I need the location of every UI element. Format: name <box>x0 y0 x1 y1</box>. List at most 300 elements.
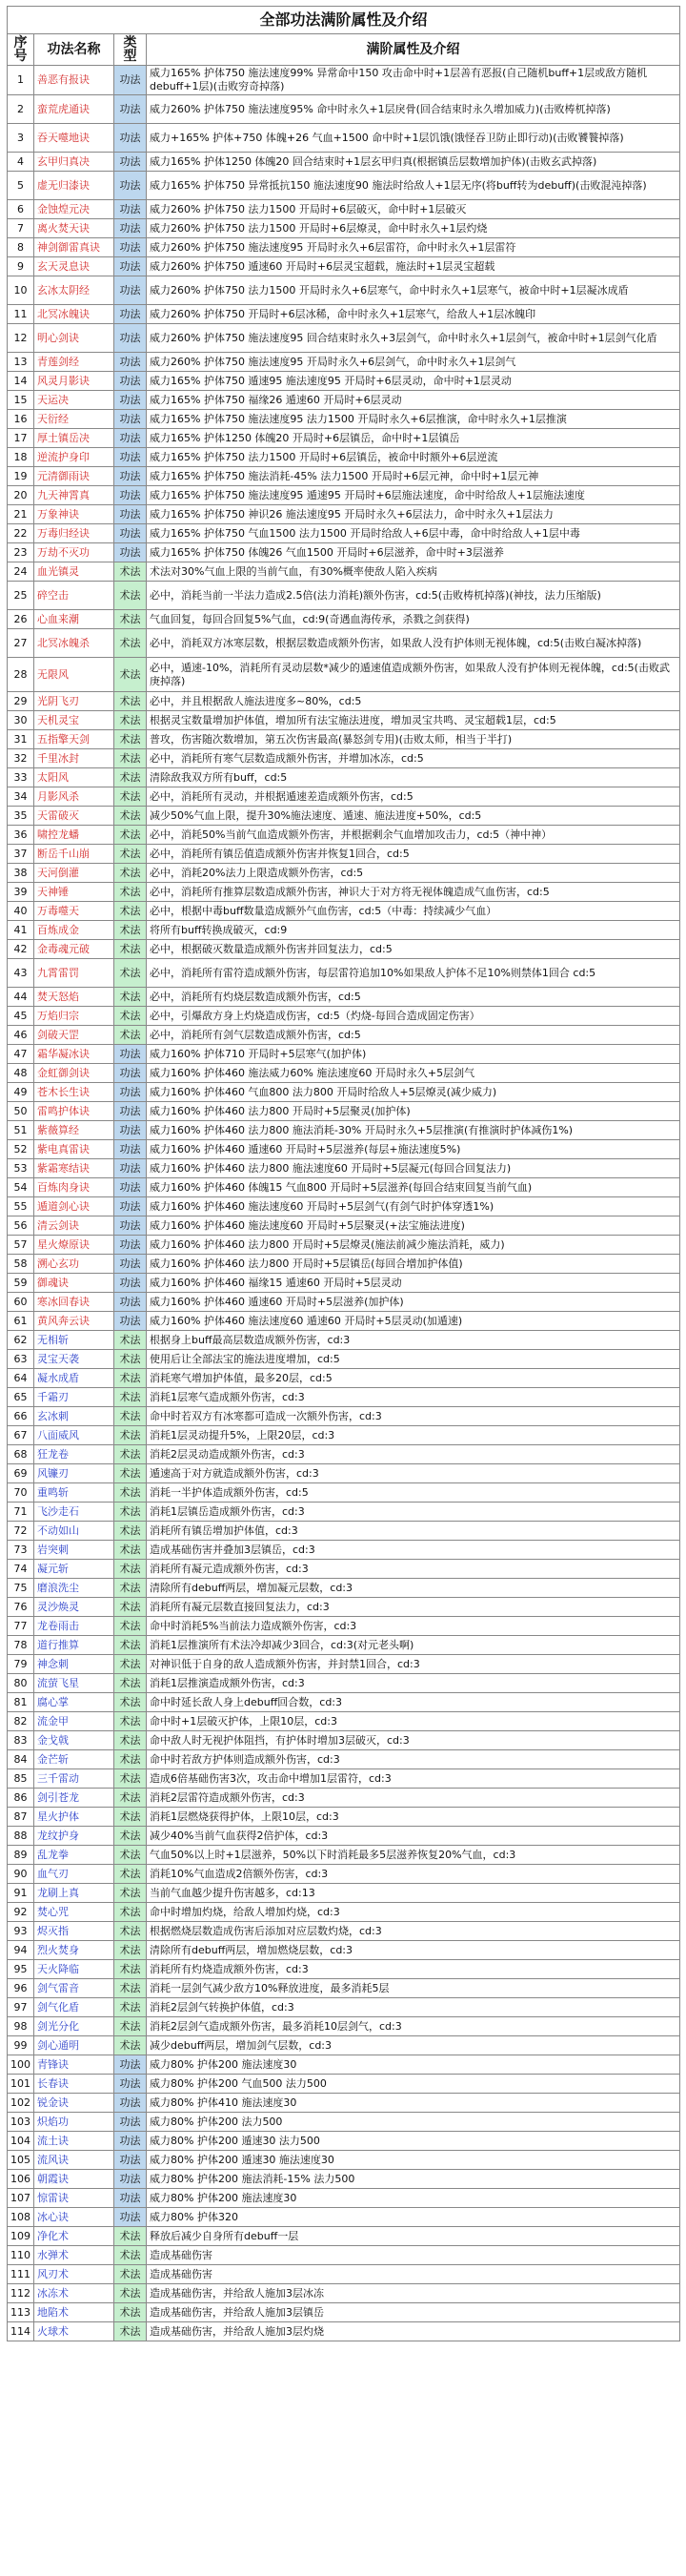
skill-name: 狂龙卷 <box>34 1445 114 1464</box>
skill-type: 术法 <box>114 1712 147 1731</box>
skill-description: 威力165% 护体750 神识26 施法速度95 开局时永久+6层法力，命中时永久+1层法力 <box>147 505 680 524</box>
skill-type: 功法 <box>114 1121 147 1140</box>
skill-name: 飞沙走石 <box>34 1503 114 1522</box>
table-row <box>8 826 680 845</box>
skill-description: 根据燃烧层数造成伤害后添加对应层数灼烧，cd:3 <box>147 1922 680 1941</box>
skill-type: 功法 <box>114 2189 147 2208</box>
skill-description: 必中，消耗50%当前气血造成额外伤害，并根据剩余气血增加攻击力，cd:5（神中神） <box>147 826 680 845</box>
skill-name: 剑破天罡 <box>34 1026 114 1045</box>
skill-description: 威力160% 护体460 法力800 施法消耗-30% 开局时永久+5层推演(有推演时护体减伤1%) <box>147 1121 680 1140</box>
row-number: 47 <box>8 1045 34 1064</box>
skill-description: 威力165% 护体750 气血1500 法力1500 开局时给敌人+6层中毒，命中时给敌人+1层中毒 <box>147 524 680 543</box>
skill-name: 九天神霄真 <box>34 486 114 505</box>
table-row <box>8 883 680 902</box>
skill-name: 逆流护身印 <box>34 448 114 467</box>
table-row <box>8 448 680 467</box>
skill-name: 凝水成盾 <box>34 1369 114 1388</box>
row-number: 109 <box>8 2227 34 2246</box>
table-row <box>8 2075 680 2094</box>
skill-name: 重鸣斩 <box>34 1483 114 1503</box>
skill-name: 龙纹护身 <box>34 1827 114 1846</box>
table-row <box>8 1522 680 1541</box>
skill-description: 必中，根据破灭数量造成额外伤害并回复法力，cd:5 <box>147 940 680 959</box>
row-number: 6 <box>8 200 34 219</box>
row-number: 45 <box>8 1007 34 1026</box>
skill-description: 消耗10%气血造成2倍额外伤害，cd:3 <box>147 1865 680 1884</box>
table-row <box>8 1750 680 1769</box>
skill-name: 溯心玄功 <box>34 1255 114 1274</box>
skill-name: 天火降临 <box>34 1960 114 1979</box>
table-row <box>8 1312 680 1331</box>
skill-description: 必中，引爆敌方身上灼烧造成伤害，cd:5（灼烧-每回合造成固定伤害） <box>147 1007 680 1026</box>
skill-name: 凝元斩 <box>34 1560 114 1579</box>
row-number: 71 <box>8 1503 34 1522</box>
row-number: 14 <box>8 372 34 391</box>
skill-description: 威力160% 护体460 法力800 开局时+5层聚灵(加护体) <box>147 1102 680 1121</box>
skill-description: 将所有buff转换成破灭，cd:9 <box>147 921 680 940</box>
skill-type: 术法 <box>114 902 147 921</box>
skill-type: 术法 <box>114 749 147 768</box>
skill-description: 威力160% 护体460 法力800 施法速度60 开局时+5层凝元(每回合回复法力) <box>147 1159 680 1178</box>
skill-name: 雷鸣护体诀 <box>34 1102 114 1121</box>
table-row <box>8 692 680 711</box>
table-row <box>8 1083 680 1102</box>
table-row <box>8 2246 680 2265</box>
skill-type: 功法 <box>114 2151 147 2170</box>
skill-description: 威力160% 护体460 法力800 开局时+5层镇岳(每回合增加护体值) <box>147 1255 680 1274</box>
row-number: 96 <box>8 1979 34 1998</box>
row-number: 103 <box>8 2113 34 2132</box>
skill-type: 功法 <box>114 1293 147 1312</box>
skill-name: 千霜刃 <box>34 1388 114 1407</box>
row-number: 15 <box>8 391 34 410</box>
skill-type: 术法 <box>114 1731 147 1750</box>
skill-name: 万象神诀 <box>34 505 114 524</box>
row-number: 27 <box>8 629 34 658</box>
table-row <box>8 1407 680 1426</box>
skill-name: 神剑御雷真诀 <box>34 238 114 257</box>
skill-description: 造成6倍基础伤害3次，攻击命中增加1层雷符，cd:3 <box>147 1769 680 1789</box>
skill-description: 必中，消耗所有推算层数造成额外伤害，神识大于对方将无视体魄造成气血伤害，cd:5 <box>147 883 680 902</box>
table-container <box>7 6 679 2341</box>
table-row <box>8 1731 680 1750</box>
skill-description: 命中时消耗5%当前法力造成额外伤害，cd:3 <box>147 1617 680 1636</box>
row-number: 80 <box>8 1674 34 1693</box>
table-row <box>8 200 680 219</box>
skill-description: 清除所有debuff两层，增加凝元层数，cd:3 <box>147 1579 680 1598</box>
skill-name: 元清御雨诀 <box>34 467 114 486</box>
skill-name: 月影风杀 <box>34 787 114 807</box>
skill-type: 术法 <box>114 1884 147 1903</box>
skill-description: 命中时若敌方护体则造成额外伤害，cd:3 <box>147 1750 680 1769</box>
skill-name: 金蚀煌元决 <box>34 200 114 219</box>
skill-description: 威力+165% 护体+750 体魄+26 气血+1500 命中时+1层饥饿(饿怪吞卫防止即行动)(击败饕餮掉落) <box>147 124 680 153</box>
table-row <box>8 1808 680 1827</box>
skill-type: 功法 <box>114 1255 147 1274</box>
row-number: 85 <box>8 1769 34 1789</box>
skills-table <box>7 6 680 2341</box>
row-number: 37 <box>8 845 34 864</box>
skill-description: 威力165% 护体750 福缘26 遁速60 开局时+6层灵动 <box>147 391 680 410</box>
skill-type: 术法 <box>114 2265 147 2284</box>
skill-description: 威力260% 护体750 法力1500 开局时+6层破灭，命中时+1层破灭 <box>147 200 680 219</box>
skill-description: 气血回复，每回合回复5%气血，cd:9(奇遇血海传承，杀戮之剑获得) <box>147 610 680 629</box>
skill-type: 功法 <box>114 324 147 353</box>
skill-type: 术法 <box>114 1503 147 1522</box>
skill-description: 清除所有debuff两层，增加燃烧层数，cd:3 <box>147 1941 680 1960</box>
skill-type: 术法 <box>114 1350 147 1369</box>
skill-type: 术法 <box>114 1407 147 1426</box>
skill-name: 血光镇灵 <box>34 562 114 582</box>
skill-description: 气血50%以上时+1层滋养，50%以下时消耗最多5层滋养恢复20%气血，cd:3 <box>147 1846 680 1865</box>
skill-type: 功法 <box>114 2055 147 2075</box>
skill-description: 造成基础伤害 <box>147 2265 680 2284</box>
skill-type: 功法 <box>114 66 147 95</box>
skill-type: 术法 <box>114 562 147 582</box>
row-number: 69 <box>8 1464 34 1483</box>
table-row <box>8 1674 680 1693</box>
skill-description: 使用后让全部法宝的施法进度增加，cd:5 <box>147 1350 680 1369</box>
skill-type: 功法 <box>114 410 147 429</box>
table-row <box>8 66 680 95</box>
row-number: 7 <box>8 219 34 238</box>
skill-name: 灵宝天袭 <box>34 1350 114 1369</box>
row-number: 94 <box>8 1941 34 1960</box>
table-row <box>8 1503 680 1522</box>
skill-description: 威力160% 护体460 遁速60 开局时+5层滋养(加护体) <box>147 1293 680 1312</box>
table-row <box>8 467 680 486</box>
row-number: 16 <box>8 410 34 429</box>
row-number: 78 <box>8 1636 34 1655</box>
skill-type: 功法 <box>114 524 147 543</box>
table-row <box>8 2113 680 2132</box>
skill-description: 根据灵宝数量增加护体值，增加所有法宝施法进度，增加灵宝共鸣、灵宝超载1层，cd:5 <box>147 711 680 730</box>
skill-name: 风镰刃 <box>34 1464 114 1483</box>
row-number: 60 <box>8 1293 34 1312</box>
table-row <box>8 276 680 305</box>
skill-type: 术法 <box>114 1388 147 1407</box>
row-number: 112 <box>8 2284 34 2303</box>
skill-type: 术法 <box>114 1522 147 1541</box>
skill-type: 功法 <box>114 172 147 200</box>
table-row <box>8 658 680 692</box>
row-number: 32 <box>8 749 34 768</box>
table-row <box>8 1827 680 1846</box>
skill-name: 锐金诀 <box>34 2094 114 2113</box>
table-row <box>8 1045 680 1064</box>
skill-name: 星火燎原诀 <box>34 1236 114 1255</box>
row-number: 83 <box>8 1731 34 1750</box>
row-number: 93 <box>8 1922 34 1941</box>
skill-type: 功法 <box>114 353 147 372</box>
skill-type: 术法 <box>114 845 147 864</box>
skill-name: 虚无归漆诀 <box>34 172 114 200</box>
table-row <box>8 543 680 562</box>
skill-type: 功法 <box>114 1045 147 1064</box>
table-row <box>8 1102 680 1121</box>
skill-description: 威力160% 护体460 施法速度60 遁速60 开局时+5层灵动(加遁速) <box>147 1312 680 1331</box>
table-row <box>8 524 680 543</box>
row-number: 84 <box>8 1750 34 1769</box>
skill-type: 术法 <box>114 1483 147 1503</box>
table-row <box>8 2170 680 2189</box>
table-row <box>8 1560 680 1579</box>
skill-type: 功法 <box>114 1064 147 1083</box>
row-number: 20 <box>8 486 34 505</box>
skill-name: 长春诀 <box>34 2075 114 2094</box>
row-number: 18 <box>8 448 34 467</box>
table-row <box>8 1388 680 1407</box>
skill-description: 威力80% 护体320 <box>147 2208 680 2227</box>
table-row <box>8 1236 680 1255</box>
skill-type: 术法 <box>114 883 147 902</box>
table-row <box>8 305 680 324</box>
table-row <box>8 429 680 448</box>
skill-description: 造成基础伤害，并给敌人施加3层灼烧 <box>147 2322 680 2341</box>
table-row <box>8 1426 680 1445</box>
skill-type: 术法 <box>114 730 147 749</box>
skill-description: 减少40%当前气血获得2倍护体，cd:3 <box>147 1827 680 1846</box>
table-row <box>8 1979 680 1998</box>
skill-description: 命中时若双方有冰寒都可造成一次额外伤害，cd:3 <box>147 1407 680 1426</box>
skill-description: 威力165% 护体750 异常抵抗150 施法速度90 施法时给敌人+1层无序(将buff转为debuff)(击败混沌掉落) <box>147 172 680 200</box>
table-row <box>8 324 680 353</box>
skill-name: 风刃术 <box>34 2265 114 2284</box>
skill-name: 无相斩 <box>34 1331 114 1350</box>
skill-type: 功法 <box>114 391 147 410</box>
table-row <box>8 1998 680 2017</box>
row-number: 3 <box>8 124 34 153</box>
row-number: 113 <box>8 2303 34 2322</box>
row-number: 63 <box>8 1350 34 1369</box>
table-row <box>8 1903 680 1922</box>
skill-type: 功法 <box>114 543 147 562</box>
skill-type: 术法 <box>114 711 147 730</box>
skill-type: 功法 <box>114 372 147 391</box>
skill-name: 光阴飞刃 <box>34 692 114 711</box>
skill-name: 水弹术 <box>34 2246 114 2265</box>
skill-name: 龙刷上真 <box>34 1884 114 1903</box>
table-row <box>8 959 680 988</box>
skill-type: 功法 <box>114 486 147 505</box>
skill-type: 功法 <box>114 429 147 448</box>
skill-type: 功法 <box>114 238 147 257</box>
skill-name: 无限风 <box>34 658 114 692</box>
skill-type: 功法 <box>114 124 147 153</box>
skill-name: 御魂诀 <box>34 1274 114 1293</box>
skill-description: 消耗2层剑气转换护体值，cd:3 <box>147 1998 680 2017</box>
skill-description: 清除敌我双方所有buff，cd:5 <box>147 768 680 787</box>
row-number: 91 <box>8 1884 34 1903</box>
row-number: 73 <box>8 1541 34 1560</box>
skill-type: 术法 <box>114 864 147 883</box>
skill-description: 必中，消耗20%法力上限造成额外伤害，cd:5 <box>147 864 680 883</box>
skill-type: 术法 <box>114 959 147 988</box>
skill-type: 术法 <box>114 1445 147 1464</box>
row-number: 28 <box>8 658 34 692</box>
skill-name: 剑引苍龙 <box>34 1789 114 1808</box>
skill-type: 术法 <box>114 1827 147 1846</box>
skill-description: 威力260% 护体750 开局时+6层冰稀，命中时永久+1层寒气，给敌人+1层冰魄印 <box>147 305 680 324</box>
skill-description: 威力160% 护体460 施法速度60 开局时+5层聚灵(+法宝施法进度) <box>147 1216 680 1236</box>
skill-type: 术法 <box>114 2036 147 2055</box>
skill-description: 威力160% 护体460 施法威力60% 施法速度60 开局时永久+5层剑气 <box>147 1064 680 1083</box>
table-row <box>8 1121 680 1140</box>
skill-description: 造成基础伤害并叠加3层镇岳，cd:3 <box>147 1541 680 1560</box>
skill-type: 功法 <box>114 219 147 238</box>
row-number: 81 <box>8 1693 34 1712</box>
skill-name: 地陷术 <box>34 2303 114 2322</box>
skill-type: 功法 <box>114 305 147 324</box>
table-row <box>8 749 680 768</box>
skill-name: 乱龙拳 <box>34 1846 114 1865</box>
skill-name: 碎空击 <box>34 582 114 610</box>
skill-description: 威力260% 护体750 法力1500 开局时永久+6层寒气，命中时永久+1层寒气，被命中时+1层凝冰成盾 <box>147 276 680 305</box>
row-number: 111 <box>8 2265 34 2284</box>
table-row <box>8 1159 680 1178</box>
skill-type: 术法 <box>114 1464 147 1483</box>
skill-name: 紫薇算经 <box>34 1121 114 1140</box>
row-number: 17 <box>8 429 34 448</box>
skill-type: 功法 <box>114 2113 147 2132</box>
skill-description: 必中，消耗所有雷符造成额外伤害，每层雷符追加10%如果敌人护体不足10%则禁体1回合 cd:5 <box>147 959 680 988</box>
skill-name: 千里冰封 <box>34 749 114 768</box>
row-number: 35 <box>8 807 34 826</box>
skill-description: 术法对30%气血上限的当前气血，有30%概率使敌人陷入疾病 <box>147 562 680 582</box>
col-header-no: 序号 <box>8 34 34 66</box>
table-row <box>8 1026 680 1045</box>
skill-type: 术法 <box>114 1789 147 1808</box>
skill-type: 术法 <box>114 1426 147 1445</box>
skill-type: 术法 <box>114 1769 147 1789</box>
skill-type: 功法 <box>114 257 147 276</box>
table-row <box>8 902 680 921</box>
skill-description: 消耗1层镇岳造成额外伤害，cd:3 <box>147 1503 680 1522</box>
table-row <box>8 787 680 807</box>
skill-description: 必中，消耗所有剑气层数造成额外伤害，cd:5 <box>147 1026 680 1045</box>
skill-name: 离火焚天诀 <box>34 219 114 238</box>
skill-description: 命中时延长敌人身上debuff回合数，cd:3 <box>147 1693 680 1712</box>
skill-name: 流风诀 <box>34 2151 114 2170</box>
skill-name: 流萤飞星 <box>34 1674 114 1693</box>
skill-type: 功法 <box>114 1178 147 1197</box>
skill-name: 金芒斩 <box>34 1750 114 1769</box>
skill-name: 烬灭指 <box>34 1922 114 1941</box>
skill-name: 厚土镇岳决 <box>34 429 114 448</box>
row-number: 64 <box>8 1369 34 1388</box>
table-row <box>8 353 680 372</box>
row-number: 22 <box>8 524 34 543</box>
skill-type: 术法 <box>114 610 147 629</box>
table-row <box>8 486 680 505</box>
skill-type: 术法 <box>114 1026 147 1045</box>
row-number: 95 <box>8 1960 34 1979</box>
skill-type: 术法 <box>114 1960 147 1979</box>
row-number: 38 <box>8 864 34 883</box>
skill-name: 黄风奔云诀 <box>34 1312 114 1331</box>
table-row <box>8 2189 680 2208</box>
table-row <box>8 2036 680 2055</box>
table-row <box>8 1579 680 1598</box>
row-number: 57 <box>8 1236 34 1255</box>
skill-name: 心血来潮 <box>34 610 114 629</box>
skill-name: 善恶有报诀 <box>34 66 114 95</box>
table-row <box>8 1293 680 1312</box>
table-row <box>8 505 680 524</box>
skill-description: 威力80% 护体410 施法速度30 <box>147 2094 680 2113</box>
row-number: 102 <box>8 2094 34 2113</box>
skill-name: 道行推算 <box>34 1636 114 1655</box>
skill-type: 术法 <box>114 582 147 610</box>
table-row <box>8 1483 680 1503</box>
skill-name: 腐心掌 <box>34 1693 114 1712</box>
skill-name: 五指擎天剑 <box>34 730 114 749</box>
table-header-row <box>8 34 680 66</box>
row-number: 12 <box>8 324 34 353</box>
row-number: 114 <box>8 2322 34 2341</box>
table-row <box>8 2017 680 2036</box>
skill-name: 明心剑诀 <box>34 324 114 353</box>
skill-description: 当前气血越少提升伤害越多，cd:13 <box>147 1884 680 1903</box>
row-number: 26 <box>8 610 34 629</box>
skill-type: 术法 <box>114 1998 147 2017</box>
row-number: 19 <box>8 467 34 486</box>
skill-name: 流金甲 <box>34 1712 114 1731</box>
skill-type: 术法 <box>114 2303 147 2322</box>
row-number: 101 <box>8 2075 34 2094</box>
table-row <box>8 1140 680 1159</box>
table-row <box>8 1331 680 1350</box>
row-number: 9 <box>8 257 34 276</box>
skill-type: 功法 <box>114 1216 147 1236</box>
skill-name: 青莲剑经 <box>34 353 114 372</box>
skill-type: 术法 <box>114 1636 147 1655</box>
skill-description: 威力80% 护体200 施法速度30 <box>147 2055 680 2075</box>
table-row <box>8 921 680 940</box>
col-header-name: 功法名称 <box>34 34 114 66</box>
skill-description: 消耗1层寒气造成额外伤害，cd:3 <box>147 1388 680 1407</box>
table-row <box>8 1007 680 1026</box>
skill-name: 灵沙焕灵 <box>34 1598 114 1617</box>
skill-name: 玄冰太阴经 <box>34 276 114 305</box>
skill-description: 减少debuff两层，增加剑气层数，cd:3 <box>147 2036 680 2055</box>
skill-description: 消耗寒气增加护体值，最多20层，cd:5 <box>147 1369 680 1388</box>
skill-description: 威力160% 护体710 开局时+5层寒气(加护体) <box>147 1045 680 1064</box>
table-row <box>8 172 680 200</box>
table-row <box>8 1655 680 1674</box>
skill-description: 威力160% 护体460 体魄15 气血800 开局时+5层滋养(每回合结束回复当前气血) <box>147 1178 680 1197</box>
skill-name: 剑气雷音 <box>34 1979 114 1998</box>
skill-type: 功法 <box>114 1312 147 1331</box>
skill-name: 神念刺 <box>34 1655 114 1674</box>
table-row <box>8 1197 680 1216</box>
skill-type: 功法 <box>114 276 147 305</box>
row-number: 48 <box>8 1064 34 1083</box>
row-number: 104 <box>8 2132 34 2151</box>
skill-name: 三千雷动 <box>34 1769 114 1789</box>
skill-description: 根据身上buff最高层数造成额外伤害，cd:3 <box>147 1331 680 1350</box>
row-number: 53 <box>8 1159 34 1178</box>
skill-type: 术法 <box>114 768 147 787</box>
table-row <box>8 1617 680 1636</box>
skill-name: 遁道剑心诀 <box>34 1197 114 1216</box>
skill-name: 不动如山 <box>34 1522 114 1541</box>
skill-description: 威力165% 护体750 法力1500 开局时+6层镇岳，被命中时额外+6层逆流 <box>147 448 680 467</box>
row-number: 97 <box>8 1998 34 2017</box>
skill-description: 消耗1层燃烧获得护体，上限10层，cd:3 <box>147 1808 680 1827</box>
skill-name: 剑光分化 <box>34 2017 114 2036</box>
table-row <box>8 864 680 883</box>
